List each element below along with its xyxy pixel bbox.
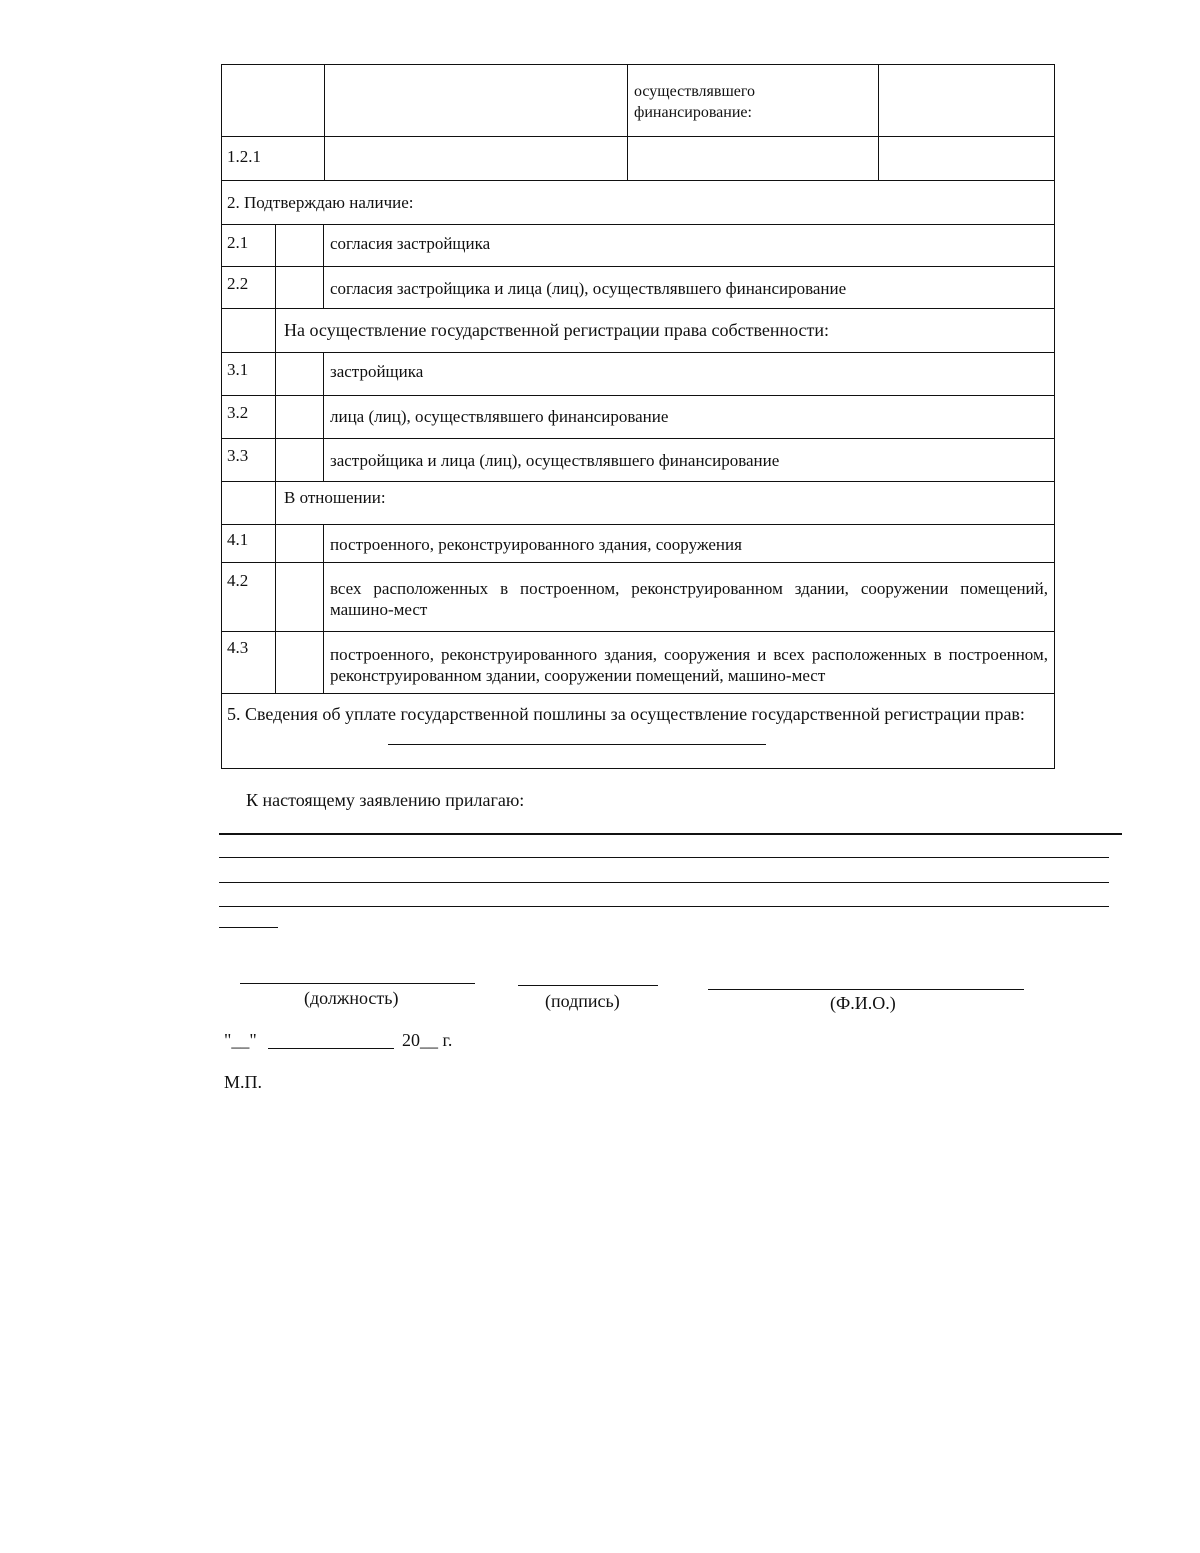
section-title: На осуществление государственной регистрации права собственности: — [284, 320, 830, 340]
option-text: построенного, реконструированного здания, сооружения и всех расположенных в построенном, реконструированном здании, сооружении помещений, машино-мест — [330, 645, 1048, 685]
table-cell — [323, 439, 1054, 481]
row-number: 3.3 — [227, 446, 249, 465]
table-cell[interactable] — [878, 137, 1054, 180]
date-month-field[interactable] — [268, 1048, 394, 1049]
row-number: 4.1 — [227, 530, 249, 549]
signature-field[interactable] — [518, 985, 658, 986]
table-row — [221, 352, 1055, 395]
date-day[interactable]: "__" — [224, 1030, 257, 1050]
table-cell — [323, 632, 1054, 693]
fee-payment-field[interactable] — [388, 744, 766, 745]
row-number: 3.2 — [227, 403, 249, 422]
attachment-line[interactable] — [219, 906, 1109, 907]
checkbox-cell[interactable] — [275, 439, 323, 481]
stamp-label: М.П. — [224, 1072, 263, 1092]
date-year: 20__ г. — [402, 1030, 453, 1050]
section-header-row — [221, 308, 1055, 352]
row-number: 2.1 — [227, 233, 249, 252]
attachment-line[interactable] — [219, 833, 1122, 835]
checkbox-cell[interactable] — [275, 632, 323, 693]
table-row — [221, 224, 1055, 266]
checkbox-cell[interactable] — [275, 225, 323, 266]
option-text: построенного, реконструированного здания, сооружения — [330, 535, 742, 554]
table-cell — [323, 563, 1054, 631]
table-row — [221, 524, 1055, 562]
table-row — [221, 562, 1055, 631]
option-text: лица (лиц), осуществлявшего финансирование — [330, 407, 669, 426]
checkbox-cell[interactable] — [275, 267, 323, 308]
table-cell[interactable] — [627, 137, 879, 180]
row-number: 4.2 — [227, 571, 249, 590]
fee-payment-text: 5. Сведения об уплате государственной пошлины за осуществление государственной регистрации прав: — [227, 704, 1025, 724]
table-cell — [323, 396, 1054, 438]
fee-payment-row — [221, 693, 1055, 769]
table-row — [221, 395, 1055, 438]
table-cell[interactable] — [324, 65, 629, 136]
section-header-row — [221, 180, 1055, 224]
option-text: застройщика и лица (лиц), осуществлявшего финансирование — [330, 451, 780, 470]
checkbox-cell[interactable] — [275, 396, 323, 438]
position-field[interactable] — [240, 983, 475, 984]
full-name-field[interactable] — [708, 989, 1024, 990]
table-cell — [323, 353, 1054, 395]
table-cell — [627, 65, 879, 136]
table-row — [221, 136, 1055, 180]
section-title: 2. Подтверждаю наличие: — [227, 193, 414, 212]
attachment-line[interactable] — [219, 857, 1109, 858]
option-text: согласия застройщика и лица (лиц), осуществлявшего финансирование — [330, 279, 847, 298]
table-cell — [323, 267, 1054, 308]
section-title: В отношении: — [284, 488, 386, 507]
option-text: застройщика — [330, 362, 424, 381]
table-cell — [275, 482, 1054, 524]
attachment-line[interactable] — [219, 927, 278, 928]
cell-text: осуществлявшего финансирование: — [634, 83, 756, 121]
row-number: 2.2 — [227, 274, 249, 293]
table-row — [221, 438, 1055, 481]
table-row — [221, 64, 1055, 136]
table-cell — [323, 225, 1054, 266]
table-cell — [275, 309, 1054, 352]
checkbox-cell[interactable] — [275, 353, 323, 395]
table-cell[interactable] — [878, 65, 1054, 136]
checkbox-cell[interactable] — [275, 525, 323, 562]
row-number: 4.3 — [227, 638, 249, 657]
attachments-label: К настоящему заявлению прилагаю: — [246, 790, 525, 810]
application-form-table — [221, 64, 1055, 769]
row-number: 1.2.1 — [227, 147, 261, 166]
full-name-label: (Ф.И.О.) — [830, 993, 896, 1013]
option-text: согласия застройщика — [330, 234, 491, 253]
signature-label: (подпись) — [545, 991, 620, 1011]
row-number: 3.1 — [227, 360, 249, 379]
table-cell[interactable] — [324, 137, 629, 180]
checkbox-cell[interactable] — [275, 563, 323, 631]
section-header-row — [221, 481, 1055, 524]
option-text: всех расположенных в построенном, реконструированном здании, сооружении помещений, машино-мест — [330, 579, 1048, 619]
table-cell — [323, 525, 1054, 562]
table-row — [221, 266, 1055, 308]
attachment-line[interactable] — [219, 882, 1109, 883]
position-label: (должность) — [304, 988, 399, 1008]
table-row — [221, 631, 1055, 693]
